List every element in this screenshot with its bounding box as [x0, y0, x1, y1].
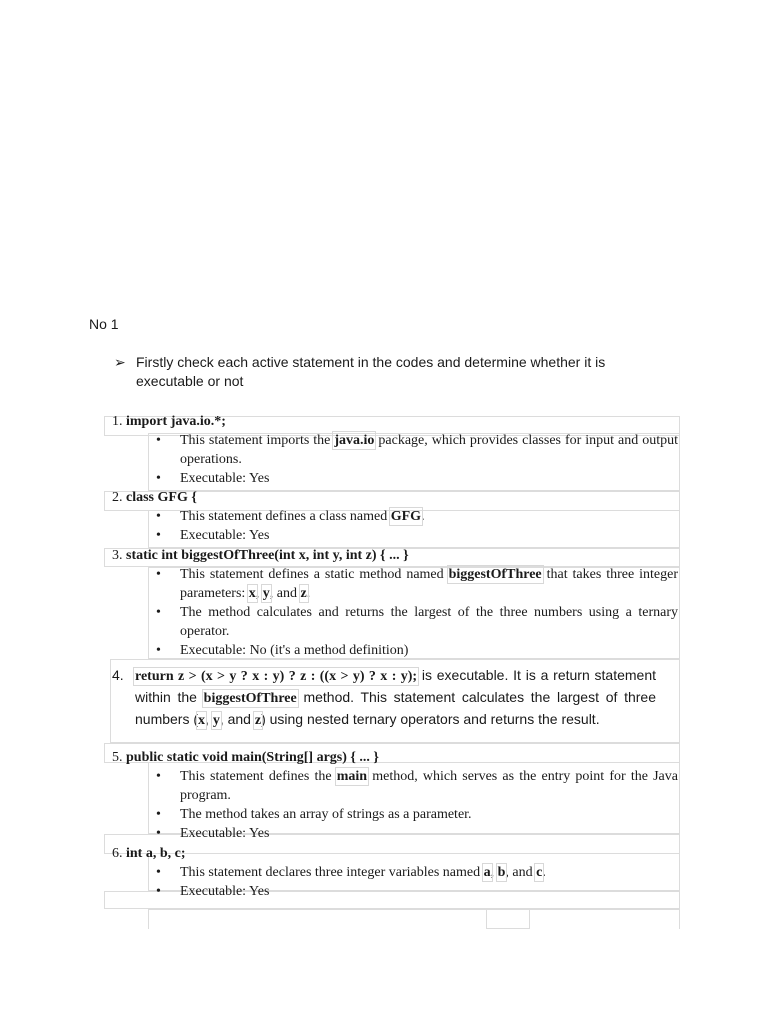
item-1-title: 1. import java.io.*;	[112, 414, 226, 429]
item-6-bullets	[150, 863, 678, 901]
code-statement: class GFG {	[126, 490, 197, 505]
list-item: • This statement defines a class named GFG.	[156, 509, 425, 524]
list-item: • Executable: Yes	[156, 528, 270, 543]
table-guide	[486, 909, 530, 929]
item-2-title: 2. class GFG {	[112, 490, 197, 505]
table-guide	[148, 909, 680, 929]
list-item: • Executable: Yes	[156, 884, 270, 899]
item-3-title: 3. static int biggestOfThree(int x, int y, int z) { ... }	[112, 548, 409, 563]
item-4-paragraph: 4. return z > (x > y ? x : y) ? z : ((x > y) ? x : y); is executable. It is a return statement within the biggestOfThree method. This statement calculates the largest of three numbers (x, y, and z) using nested ternary operators and returns the result.	[112, 667, 656, 728]
list-item: • This statement imports the java.io package, which provides classes for input and output operations.	[156, 433, 678, 467]
arrow-bullet-icon: ➢	[114, 354, 126, 370]
code-statement: public static void main(String[] args) { ... }	[126, 750, 379, 765]
list-item: • The method calculates and returns the largest of the three numbers using a ternary operator.	[156, 605, 678, 639]
code-statement: return z > (x > y ? x : y) ? z : ((x > y) ? x : y);	[135, 669, 418, 684]
code-statement: int a, b, c;	[126, 846, 186, 861]
list-item: • This statement declares three integer variables named a, b, and c.	[156, 865, 546, 880]
method-name: biggestOfThree	[448, 567, 542, 582]
intro-text: Firstly check each active statement in the codes and determine whether it is executable or not	[136, 354, 606, 389]
method-name: biggestOfThree	[203, 691, 297, 706]
package-name: java.io	[334, 433, 375, 448]
class-name: GFG	[390, 509, 422, 524]
list-item: • Executable: Yes	[156, 471, 270, 486]
code-statement: import java.io.*;	[126, 414, 226, 429]
item-5-bullets	[150, 767, 678, 843]
item-6-title: 6. int a, b, c;	[112, 846, 186, 861]
list-item: • The method takes an array of strings as a parameter.	[156, 807, 472, 822]
list-item: • Executable: Yes	[156, 826, 270, 841]
item-3-bullets	[150, 565, 678, 660]
item-5-title: 5. public static void main(String[] args) { ... }	[112, 750, 379, 765]
intro-paragraph	[114, 353, 674, 391]
item-1-bullets	[150, 431, 678, 488]
method-name: main	[336, 769, 368, 784]
list-item: • Executable: No (it's a method definition)	[156, 643, 409, 658]
section-heading: No 1	[89, 316, 119, 332]
code-statement: static int biggestOfThree(int x, int y, int z) { ... }	[126, 548, 409, 563]
item-2-bullets	[150, 507, 678, 545]
list-item: • This statement defines a static method named biggestOfThree that takes three integer parameters: x, y, and z.	[156, 567, 678, 601]
list-item: • This statement defines the main method, which serves as the entry point for the Java program.	[156, 769, 678, 803]
